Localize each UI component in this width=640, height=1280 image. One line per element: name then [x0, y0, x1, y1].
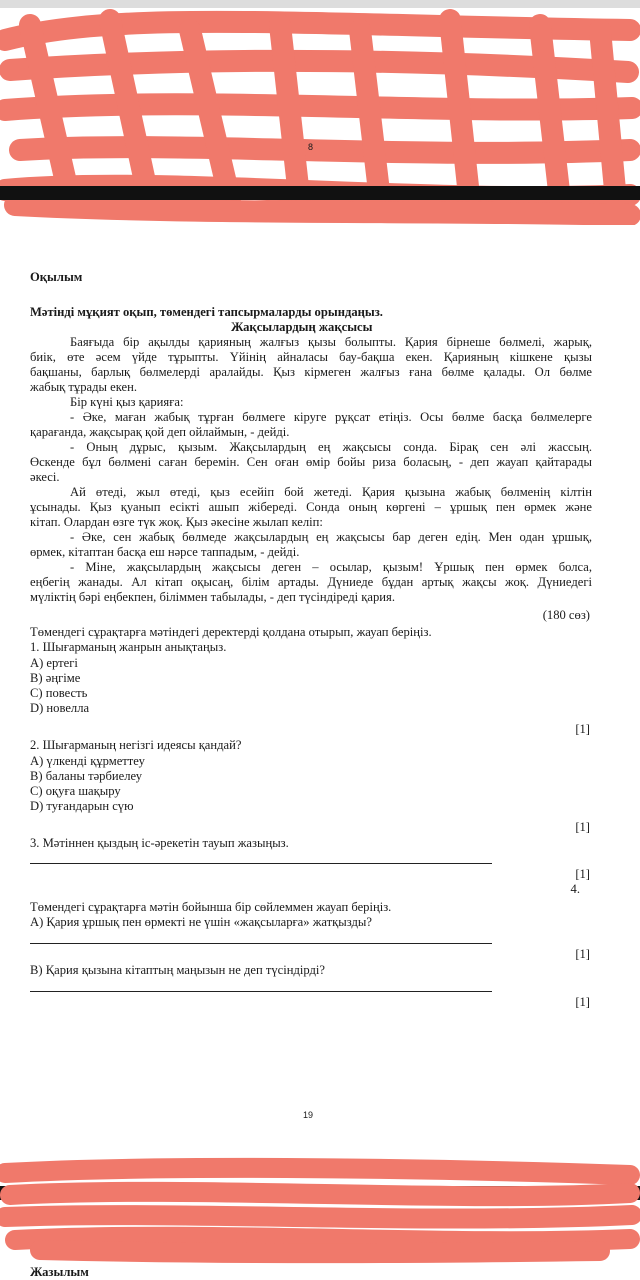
- story-line: - Әке, сен жабық бөлмеде жақсылардың ең жақсысы бар деген едің. Мен одан ұршық,: [70, 530, 592, 544]
- question-2-option-b: B) баланы тәрбиелеу: [30, 769, 143, 783]
- bottom-scribble-redaction: [0, 1155, 640, 1265]
- story-line: Бір күні қыз қарияға:: [70, 395, 184, 409]
- question-1-mark: [1]: [575, 722, 590, 736]
- question-4b-answer-line[interactable]: [30, 991, 492, 992]
- question-2-option-c: C) оқуға шақыру: [30, 784, 121, 798]
- story-line: еңбегің жанады. Ал кітап оқысаң, білім артады. Дүниеде бұдан артық жақсы жоқ. Дүниедегі: [30, 575, 592, 589]
- story-line: - Әке, маған жабық тұрған бөлмеге кіруге рұқсат етіңіз. Осы бөлме басқа бөлмелерге: [70, 410, 592, 424]
- question-1-option-c: C) повесть: [30, 686, 88, 700]
- question-4-instruction: Төмендегі сұрақтарға мәтін бойынша бір сөйлеммен жауап беріңіз.: [30, 900, 392, 914]
- question-1-option-d: D) новелла: [30, 701, 90, 715]
- story-line: әкесі.: [30, 470, 60, 484]
- question-4b-mark: [1]: [575, 995, 590, 1009]
- question-1-option-a: A) ертегі: [30, 656, 78, 670]
- question-2-mark: [1]: [575, 820, 590, 834]
- question-3-mark: [1]: [575, 867, 590, 881]
- instruction: Мәтінді мұқият оқып, төмендегі тапсырмаларды орындаңыз.: [30, 305, 383, 319]
- story-line: бақшаны, барлық бөлмелерді аралайды. Қыз кірмеген жалғыз ғана бөлме қалады. Ол бөлме: [30, 365, 592, 379]
- question-4b: B) Қария қызына кітаптың маңызын не деп түсіндірді?: [30, 963, 326, 977]
- top-page-divider: [0, 186, 640, 200]
- story-title: Жақсылардың жақсысы: [231, 320, 373, 334]
- story-line: кітап. Олардан өзге түк жоқ. Қыз әкесіне жылап келіп:: [30, 515, 323, 529]
- question-3: 3. Мәтіннен қыздың іс-әрекетін тауып жазыңыз.: [30, 836, 289, 850]
- section1-instruction: Төмендегі сұрақтарға мәтіндегі деректерді қолдана отырып, жауап беріңіз.: [30, 625, 432, 639]
- question-1: 1. Шығарманың жанрын анықтаңыз.: [30, 640, 227, 654]
- reading-heading: Оқылым: [30, 270, 83, 284]
- question-4a-answer-line[interactable]: [30, 943, 492, 944]
- story-line: ұсынады. Қыз қуанып есікті ашып жібереді. Сонда оның көргені – ұршық пен өрмек және: [30, 500, 592, 514]
- story-line: өрмек, кітаптан басқа еш нәрсе таппадым, - дейді.: [30, 545, 300, 559]
- question-4a: A) Қария ұршық пен өрмекті не үшін «жақсыларға» жатқызды?: [30, 915, 372, 929]
- question-2-option-d: D) туғандарын сүю: [30, 799, 134, 813]
- question-4a-mark: [1]: [575, 947, 590, 961]
- word-count: (180 сөз): [542, 608, 590, 622]
- story-line: биік, өте әсем үйде тұрыпты. Үйінің айналасы бау-бақша екен. Қарияның кішкене қызы: [30, 350, 592, 364]
- bottom-page-divider: [0, 1186, 640, 1200]
- story-line: Баяғыда бір ақылды қарияның жалғыз қызы болыпты. Қария бірнеше бөлмелі, жарық,: [70, 335, 592, 349]
- question-3-answer-line[interactable]: [30, 863, 492, 864]
- story-line: мүліктің бәрі еңбекпен, біліммен табылады, - деп түсіндіреді қария.: [30, 590, 395, 604]
- top-page-number: 8: [308, 142, 314, 152]
- story-line: - Міне, жақсылардың жақсысы деген – осылар, қызым! Ұршық пен өрмек болса,: [70, 560, 592, 574]
- story-line: Ай өтеді, жыл өтеді, қыз есейіп бой жетеді. Қария қызына жабық бөлменің кілтін: [70, 485, 592, 499]
- story-line: - Оның дұрыс, қызым. Жақсылардың ең жақсысы сонда. Бірақ сен әлі жассың.: [70, 440, 592, 454]
- story-line: қарағанда, жақсырақ қой деп ойлаймын, - дейді.: [30, 425, 290, 439]
- next-section-heading: Жазылым: [30, 1265, 89, 1279]
- story-line: Өскенде бұл бөлмені саған беремін. Сен оған өмір бойы риза боласың, - деп жауап қайтарады: [30, 455, 592, 469]
- question-1-option-b: B) әңгіме: [30, 671, 81, 685]
- question-2: 2. Шығарманың негізгі идеясы қандай?: [30, 738, 242, 752]
- story-line: жабық тұрады екен.: [30, 380, 138, 394]
- question-4-number: 4.: [570, 882, 580, 896]
- question-2-option-a: A) үлкенді құрметтеу: [30, 754, 145, 768]
- bottom-page-number: 19: [303, 1110, 314, 1120]
